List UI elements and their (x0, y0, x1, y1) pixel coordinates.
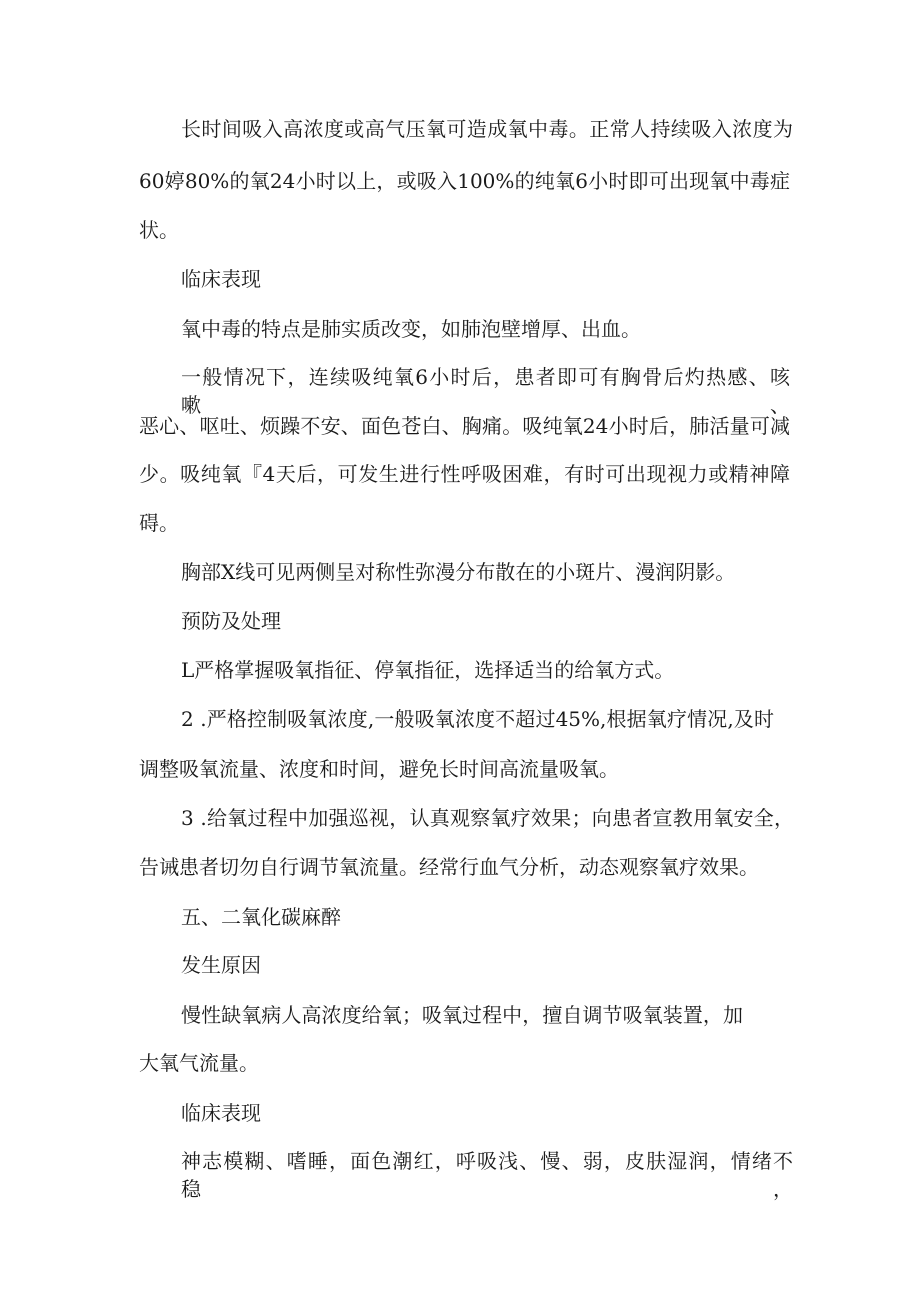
paragraph-line: 氧中毒的特点是肺实质改变，如肺泡壁增厚、出血。 (181, 317, 641, 341)
paragraph-line: 碍。 (139, 511, 179, 535)
list-item-continued: 告诫患者切勿自行调节氧流量。经常行血气分析，动态观察氧疗效果。 (139, 855, 759, 879)
list-item: 3 .给氧过程中加强巡视，认真观察氧疗效果；向患者宣教用氧安全， (181, 806, 794, 830)
paragraph-line: 慢性缺氧病人高浓度给氧；吸氧过程中，擅自调节吸氧装置，加 (181, 1003, 743, 1027)
list-item-continued: 调整吸氧流量、浓度和时间，避免长时间高流量吸氧。 (139, 757, 619, 781)
list-item: L严格掌握吸氧指征、停氧指征，选择适当的给氧方式。 (181, 658, 675, 682)
paragraph-line: 一般情况下，连续吸纯氧6小时后，患者即可有胸骨后灼热感、咳嗽、 (181, 365, 790, 417)
section-heading: 发生原因 (181, 953, 261, 977)
paragraph-line: 少。吸纯氧『4天后，可发生进行性呼吸困难，有时可出现视力或精神障 (139, 462, 790, 486)
section-heading: 预防及处理 (181, 609, 281, 633)
chapter-heading: 五、二氧化碳麻醉 (181, 905, 341, 929)
paragraph-line: 恶心、呕吐、烦躁不安、面色苍白、胸痛。吸纯氧24小时后，肺活量可减 (139, 414, 790, 438)
section-heading: 临床表现 (181, 267, 261, 291)
list-item: 2 .严格控制吸氧浓度,一般吸氧浓度不超过45%,根据氧疗情况,及时 (181, 707, 774, 731)
section-heading: 临床表现 (181, 1101, 261, 1125)
paragraph-line: 长时间吸入高浓度或高气压氧可造成氧中毒。正常人持续吸入浓度为 (181, 117, 793, 141)
paragraph-line: 大氧气流量。 (139, 1051, 259, 1075)
paragraph-line: 状。 (139, 218, 179, 242)
paragraph-line: 神志模糊、嗜睡，面色潮红，呼吸浅、慢、弱，皮肤湿润，情绪不稳， (181, 1149, 793, 1201)
paragraph-line: 胸部X线可见两侧呈对称性弥漫分布散在的小斑片、漫润阴影。 (181, 560, 736, 584)
paragraph-line: 60婷80%的氧24小时以上，或吸入100%的纯氧6小时即可出现氧中毒症 (139, 169, 790, 193)
